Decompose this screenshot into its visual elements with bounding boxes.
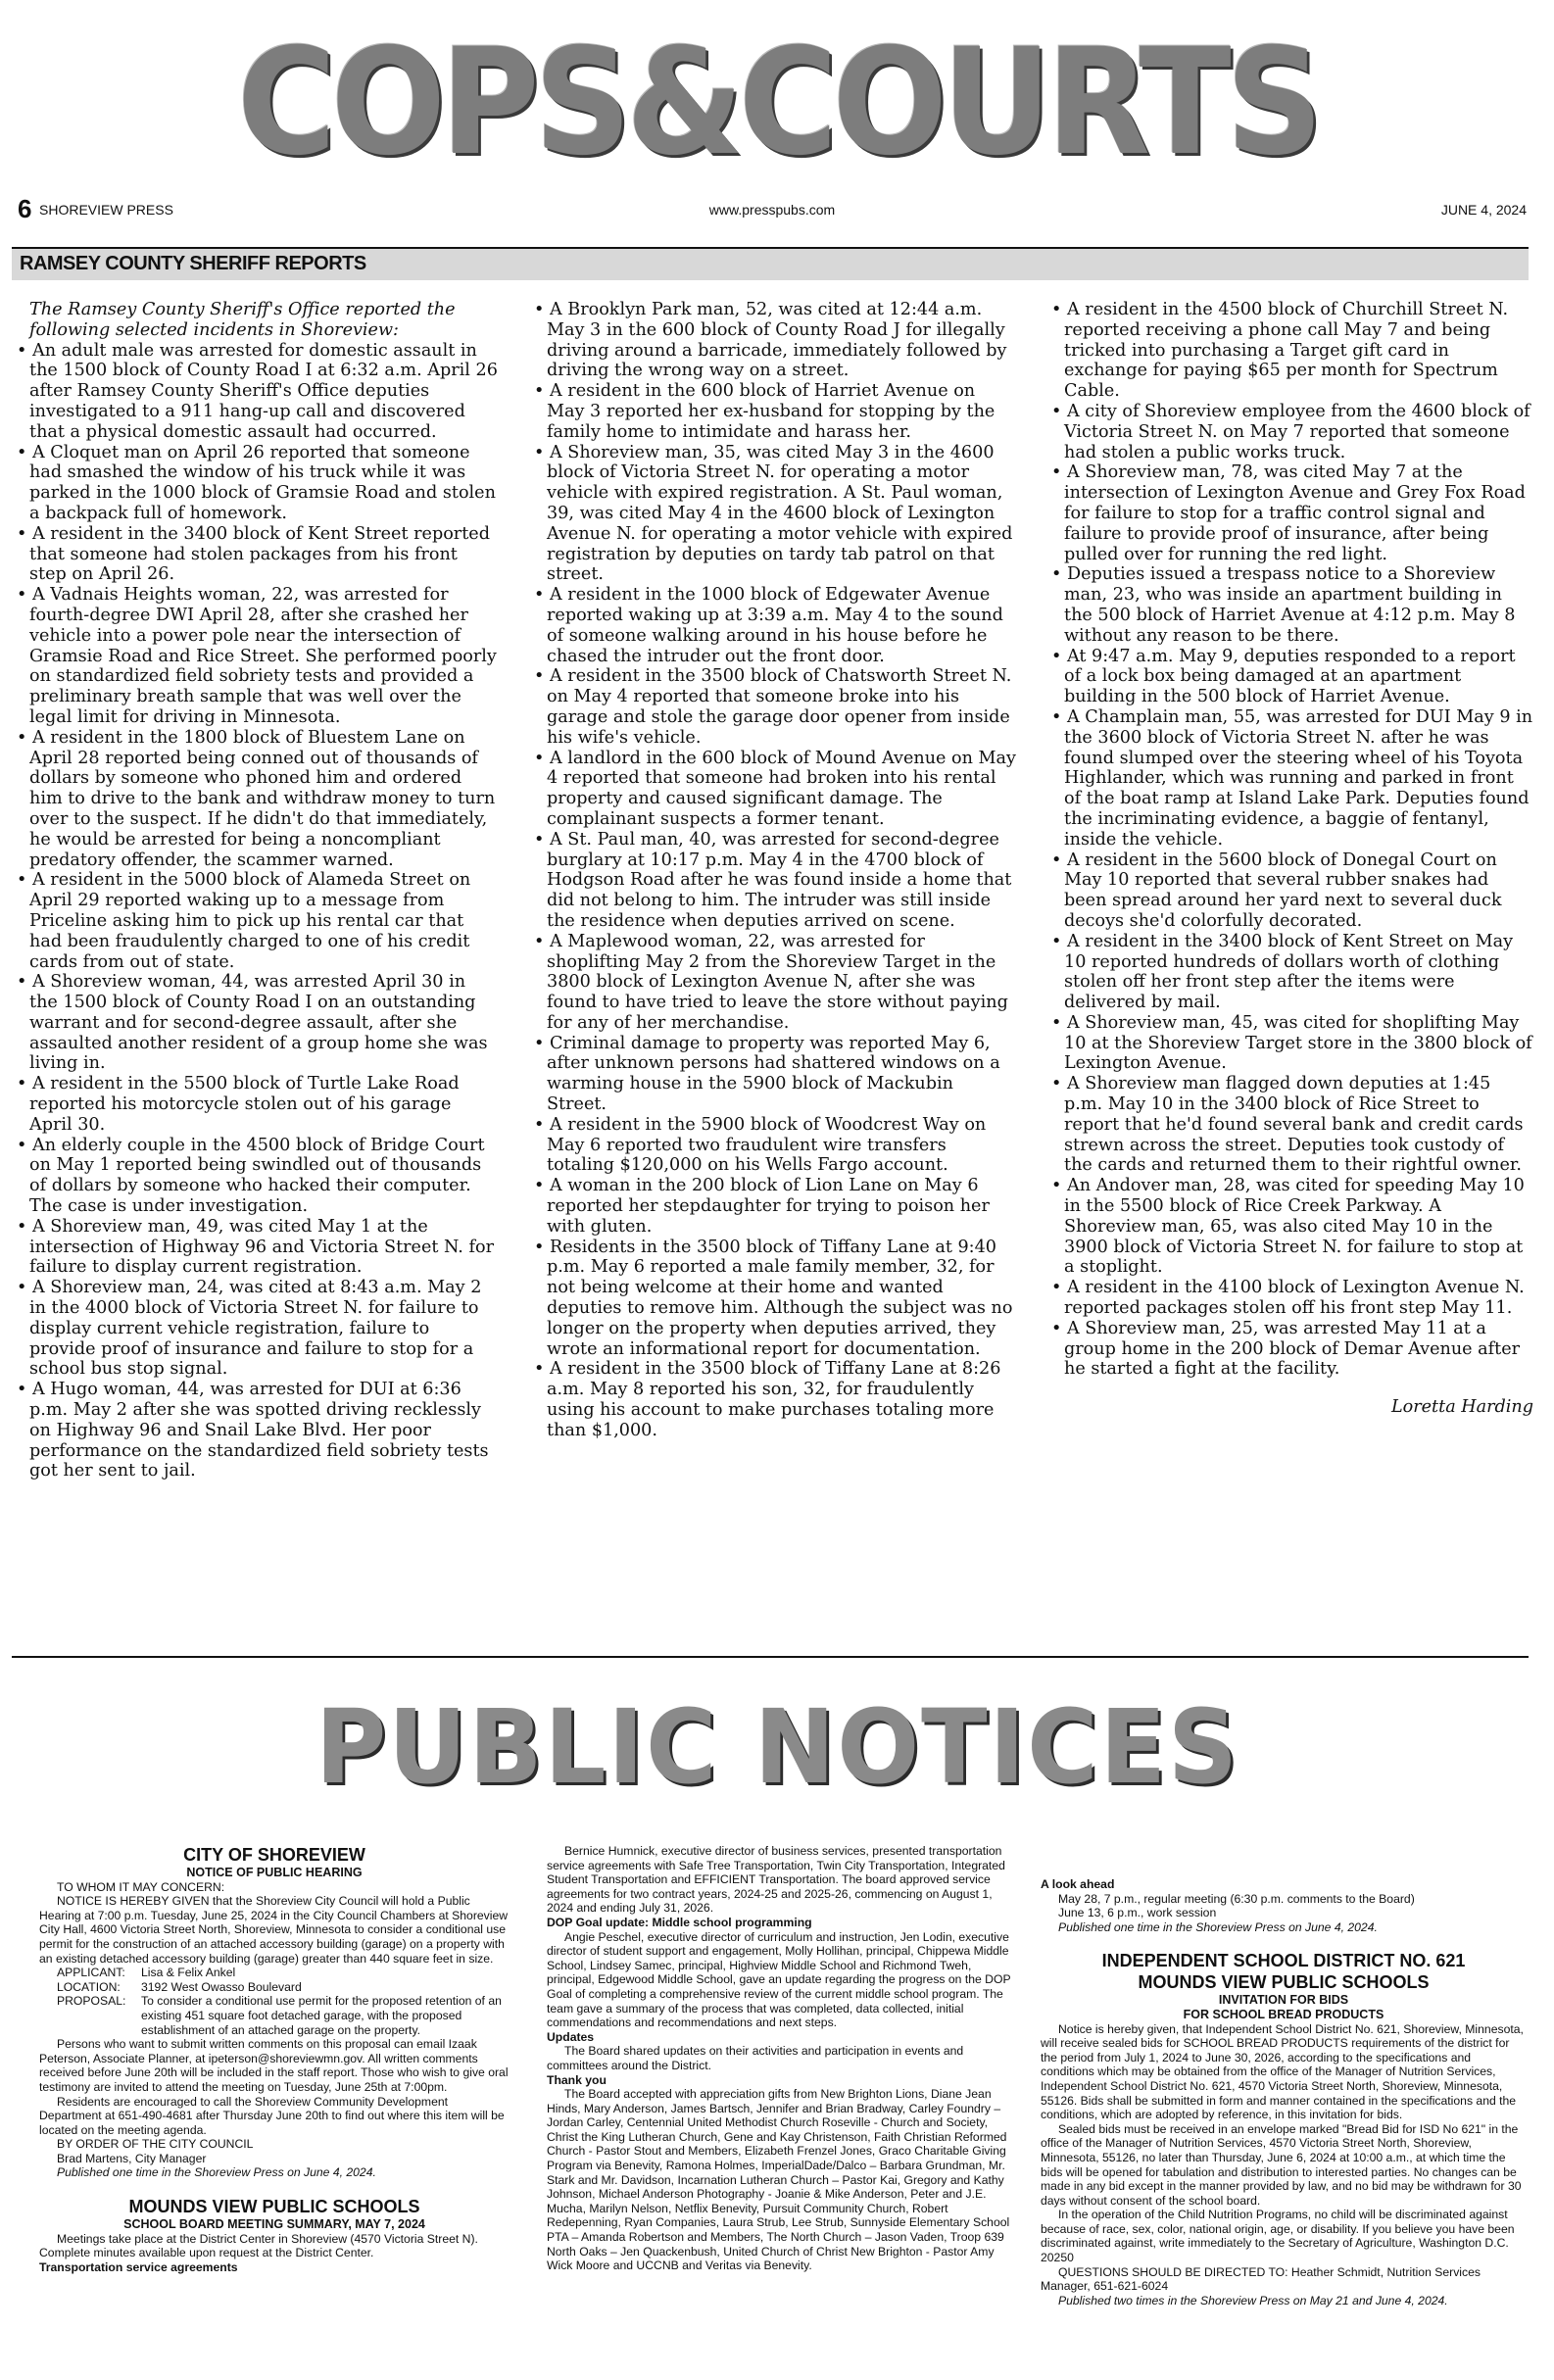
notice-order: BY ORDER OF THE CITY COUNCIL [57, 2137, 254, 2152]
report-item: • A Champlain man, 55, was arrested for DUI May 9 in the 3600 block of Victoria Street N. after he was found slumped over the steering wheel of his Toyota Highlander, which was running and parked in front of the boat ramp at Island Lake Park. Deputies found the incriminating evidence, a baggie of fentanyl, inside the vehicle. [1046, 707, 1533, 850]
byline: Loretta Harding [1390, 1397, 1533, 1418]
notice-paragraph: May 28, 7 p.m., regular meeting (6:30 p.m. comments to the Board) [1058, 1891, 1415, 1906]
notice-heading: INDEPENDENT SCHOOL DISTRICT NO. 621 [1101, 1951, 1466, 1971]
report-item: • A Cloquet man on April 26 reported that someone had smashed the window of his truck while it was parked in the 1000 block of Gramsie Road and stolen a backpack full of homework. [12, 443, 498, 524]
notice-paragraph: The Board shared updates on their activities and participation in events and committees around the District. [547, 2044, 964, 2072]
notice-heading: MOUNDS VIEW PUBLIC SCHOOLS [1138, 1972, 1430, 1993]
report-item: • A resident in the 1000 block of Edgewater Avenue reported waking up at 3:39 a.m. May 4 to the sound of someone walking around in his house before he chased the intruder out the front door. [529, 585, 1016, 666]
notice-subheading: SCHOOL BOARD MEETING SUMMARY, MAY 7, 2024 [123, 2217, 425, 2232]
proposal-value: To consider a conditional use permit for the proposed retention of an existing 451 square foot detached garage, with the proposed establishment of an attached garage on the property. [141, 1994, 502, 2037]
publication-name: SHOREVIEW PRESS [39, 202, 173, 218]
report-item: • A resident in the 3500 block of Tiffany Lane at 8:26 a.m. May 8 reported his son, 32, for fraudulently using his account to make purchases totaling more than $1,000. [529, 1359, 1016, 1440]
masthead-title: COPS&COURTS [236, 18, 1318, 188]
notice-comments: Persons who want to submit written comments on this proposal can email Izaak Peterson, Associate Planner, at ipeterson@shoreviewmn.gov. All written comments received before June 20th will be included in the staff report. Those who wish to give oral testimony are invited to attend the meeting on Tuesday, June 25th at 7:00pm. [39, 2037, 509, 2094]
folio-line [18, 194, 1527, 223]
notices-column-3 [1041, 1877, 1527, 2307]
report-item: • A St. Paul man, 40, was arrested for second-degree burglary at 10:17 p.m. May 4 in the 4700 block of Hodgson Road after he was found inside a home that did not belong to him. The intruder was still inside the residence when deputies arrived on scene. [529, 830, 1016, 932]
report-item: • A Hugo woman, 44, was arrested for DUI at 6:36 p.m. May 2 after she was spotted driving recklessly on Highway 96 and Snail Lake Blvd. Her poor performance on the standardized field sobriety tests got her sent to jail. [12, 1380, 498, 1481]
notice-subheading: NOTICE OF PUBLIC HEARING [186, 1866, 363, 1879]
report-item: • A city of Shoreview employee from the 4600 block of Victoria Street N. on May 7 reported that someone had stolen a public works truck. [1046, 402, 1533, 462]
report-item: • A Shoreview man, 49, was cited May 1 at the intersection of Highway 96 and Victoria Street N. for failure to display current registration. [12, 1217, 498, 1278]
notice-paragraph: Sealed bids must be received in an envelope marked "Bread Bid for ISD No 621" in the office of the Manager of Nutrition Services, 4570 Victoria Street North, Shoreview, Minnesota, 55126, no later than Thursday, June 6, 2024 at 10:00 a.m., at which time the bids will be opened for tabulation and distribution to interested parties. No changes can be made in any bid except in the manner provided by law, and no bid may be withdrawn for 30 days without consent of the school board. [1041, 2121, 1522, 2208]
notice-contact: Residents are encouraged to call the Shoreview Community Development Department at 651-490-4681 after Thursday June 20th to find out where this item will be located on the meeting agenda. [39, 2094, 505, 2137]
proposal-label: PROPOSAL: [57, 1994, 126, 2009]
report-item: • A Shoreview woman, 44, was arrested April 30 in the 1500 block of County Road I on an outstanding warrant and for second-degree assault, after she assaulted another resident of a group home she was living in. [12, 972, 498, 1074]
notice-paragraph: Bernice Humnick, executive director of business services, presented transportation service agreements with Safe Tree Transportation, Twin City Transportation, Integrated Student Transportation and EFFICIENT Transportation. The board approved service agreements for two contract years, 2024-25 and 2025-26, commencing on August 1, 2024 and ending July 31, 2026. [547, 1844, 1005, 1916]
reports-column-2 [529, 300, 1016, 1441]
proposal-row [39, 1994, 510, 2037]
reports-intro: The Ramsey County Sheriff's Office reported the following selected incidents in Shoreview: [29, 300, 456, 340]
notice-signer: Brad Martens, City Manager [57, 2151, 207, 2165]
notice-paragraph: Angie Peschel, executive director of curriculum and instruction, Jen Lodin, executive director of student support and engagement, Molly Hollihan, principal, Chippewa Middle School, Lindsey Samec, principal, Highview Middle School and Richmond Tweh, principal, Edgewood Middle School, gave an update regarding the progress on the DOP Goal of completing a comprehensive review of the current middle school program. The team gave a summary of the process that was completed, data collected, initial commendations and recommendations and next steps. [547, 1929, 1011, 2030]
notice-paragraph: In the operation of the Child Nutrition Programs, no child will be discriminated against because of race, sex, color, national origin, age, or disability. If you believe you have been discriminated against, write immediately to the Secretary of Agriculture, Washington D.C. 20250 [1041, 2208, 1515, 2265]
notice-salutation: TO WHOM IT MAY CONCERN: [57, 1879, 225, 1894]
issue-date: JUNE 4, 2024 [1440, 202, 1527, 218]
report-item: • A resident in the 5500 block of Turtle Lake Road reported his motorcycle stolen out of his garage April 30. [12, 1074, 498, 1135]
notice-published: Published two times in the Shoreview Press on May 21 and June 4, 2024. [1058, 2293, 1448, 2307]
notice-paragraph: June 13, 6 p.m., work session [1058, 1906, 1217, 1920]
notice-published: Published one time in the Shoreview Press on June 4, 2024. [57, 2165, 376, 2180]
report-item: • A resident in the 5000 block of Alameda Street on April 29 reported waking up to a message from Priceline asking him to pick up his rental car that had been fraudulently charged to one of his credit cards from out of state. [12, 870, 498, 972]
location-label: LOCATION: [57, 1979, 121, 1994]
report-item: • A Shoreview man, 25, was arrested May 11 at a group home in the 200 block of Demar Avenue after he started a fight at the facility. [1046, 1319, 1533, 1380]
report-item: • A resident in the 3500 block of Chatsworth Street N. on May 4 reported that someone broke into his garage and stole the garage door opener from inside his wife's vehicle. [529, 666, 1016, 748]
notice-body: NOTICE IS HEREBY GIVEN that the Shoreview City Council will hold a Public Hearing at 7:00 p.m. Tuesday, June 25, 2024 in the City Council Chambers at Shoreview City Hall, 4600 Victoria Street North, Shoreview, Minnesota to consider a conditional use permit for the construction of an attached accessory building (garage) on a property with an existing detached accessory building (garage) greater than 440 square feet in size. [39, 1894, 509, 1966]
notice-paragraph: QUESTIONS SHOULD BE DIRECTED TO: Heather Schmidt, Nutrition Services Manager, 651-621-6024 [1041, 2264, 1481, 2294]
report-item: • A resident in the 3400 block of Kent Street on May 10 reported hundreds of dollars worth of clothing stolen off her front step after the items were delivered by mail. [1046, 932, 1533, 1013]
report-item: • A Shoreview man flagged down deputies at 1:45 p.m. May 10 in the 3400 block of Rice Street to report that he'd found several bank and credit cards strewn across the street. Deputies took custody of the cards and returned them to their rightful owner. [1046, 1074, 1533, 1176]
notice-subhead: A look ahead [1041, 1877, 1115, 1891]
notice-paragraph: Notice is hereby given, that Independent School District No. 621, Shoreview, Minnesota, will receive sealed bids for SCHOOL BREAD PRODUCTS requirements of the district for the period from July 1, 2024 to June 30, 2026, according to the specifications and conditions which may be obtained from the office of the Manager of Nutrition Services, Independent School District No. 621, 4570 Victoria Street North, Shoreview, Minnesota, 55126. Bids shall be submitted in form and manner contained in the specifications and the conditions, which are adopted by reference, in this invitation for bids. [1041, 2021, 1524, 2122]
applicant-label: APPLICANT: [57, 1966, 125, 1980]
public-notices-title-block [0, 1687, 1554, 1807]
applicant-row [39, 1966, 510, 1980]
report-item: • Residents in the 3500 block of Tiffany Lane at 9:40 p.m. May 6 reported a male family member, 32, for not being welcome at their home and wanted deputies to remove him. Although the subject was no longer on the property when deputies arrived, they wrote an informational report for documentation. [529, 1238, 1016, 1360]
notice-intro: Meetings take place at the District Center in Shoreview (4570 Victoria Street N). Complete minutes available upon request at the District Center. [39, 2231, 478, 2260]
report-item: • A resident in the 600 block of Harriet Avenue on May 3 reported her ex-husband for stopping by the family home to intimidate and harass her. [529, 381, 1016, 442]
notice-heading: MOUNDS VIEW PUBLIC SCHOOLS [128, 2197, 420, 2217]
notice-subhead: Updates [547, 2029, 595, 2044]
notices-column-2 [547, 1844, 1013, 2273]
report-item: • A resident in the 4500 block of Churchill Street N. reported receiving a phone call May 7 and being tricked into purchasing a Target gift card in exchange for paying $65 per month for Spectrum Cable. [1046, 300, 1533, 402]
report-item: • An elderly couple in the 4500 block of Bridge Court on May 1 reported being swindled out of thousands of dollars by someone who hacked their computer. The case is under investigation. [12, 1136, 498, 1217]
reports-column-1 [12, 300, 498, 1481]
website-url: www.presspubs.com [708, 202, 836, 218]
notice-subhead: DOP Goal update: Middle school programming [547, 1915, 812, 1929]
notices-column-1 [39, 1844, 510, 2274]
report-item: • An adult male was arrested for domestic assault in the 1500 block of County Road I at 6:32 a.m. April 26 after Ramsey County Sheriff's Office deputies investigated to a 911 hang-up call and discovered that a physical domestic assault had occurred. [12, 341, 498, 443]
report-item: • A resident in the 1800 block of Bluestem Lane on April 28 reported being conned out of thousands of dollars by someone who phoned him and ordered him to drive to the bank and withdraw money to turn over to the suspect. If he didn't do that immediately, he would be arrested for being a noncompliant predatory offender, the scammer warned. [12, 728, 498, 871]
report-item: • A resident in the 4100 block of Lexington Avenue N. reported packages stolen off his front step May 11. [1046, 1278, 1533, 1319]
report-item: • A Brooklyn Park man, 52, was cited at 12:44 a.m. May 3 in the 600 block of County Road J for illegally driving around a barricade, immediately followed by driving the wrong way on a street. [529, 300, 1016, 381]
section-heading: RAMSEY COUNTY SHERIFF REPORTS [20, 253, 366, 274]
report-item: • A landlord in the 600 block of Mound Avenue on May 4 reported that someone had broken into his rental property and caused significant damage. The complainant suspects a former tenant. [529, 749, 1016, 830]
notice-subhead: Thank you [547, 2072, 607, 2087]
report-item: • A resident in the 5600 block of Donegal Court on May 10 reported that several rubber snakes had been spread around her yard next to several duck decoys she'd colorfully decorated. [1046, 850, 1533, 932]
section-divider [12, 1656, 1529, 1658]
notice-published: Published one time in the Shoreview Press on June 4, 2024. [1058, 1919, 1378, 1934]
notice-heading: CITY OF SHOREVIEW [183, 1845, 365, 1865]
notice-subheading: FOR SCHOOL BREAD PRODUCTS [1183, 2007, 1384, 2021]
report-item: • A resident in the 3400 block of Kent Street reported that someone had stolen packages from his front step on April 26. [12, 524, 498, 585]
section-heading-bar [12, 247, 1529, 280]
report-item: • At 9:47 a.m. May 9, deputies responded to a report of a lock box being damaged at an apartment building in the 500 block of Harriet Avenue. [1046, 647, 1533, 707]
report-item: • A Vadnais Heights woman, 22, was arrested for fourth-degree DWI April 28, after she crashed her vehicle into a power pole near the intersection of Gramsie Road and Rice Street. She performed poorly on standardized field sobriety tests and provided a preliminary breath sample that was well over the legal limit for driving in Minnesota. [12, 585, 498, 728]
report-item: • A Shoreview man, 35, was cited May 3 in the 4600 block of Victoria Street N. for operating a motor vehicle with expired registration. A St. Paul woman, 39, was cited May 4 in the 4600 block of Lexington Avenue N. for operating a motor vehicle with expired registration by deputies on tardy tab patrol on that street. [529, 443, 1016, 586]
report-item: • A Shoreview man, 45, was cited for shoplifting May 10 at the Shoreview Target store in the 3800 block of Lexington Avenue. [1046, 1013, 1533, 1074]
notice-subhead: Transportation service agreements [39, 2259, 238, 2274]
public-notices-title: PUBLIC NOTICES [315, 1687, 1239, 1807]
notice-subheading: INVITATION FOR BIDS [1218, 1993, 1349, 2008]
report-item: • A Shoreview man, 24, was cited at 8:43 a.m. May 2 in the 4000 block of Victoria Street N. for failure to display current vehicle registration, failure to provide proof of insurance and failure to stop for a school bus stop signal. [12, 1278, 498, 1380]
page-number: 6 [18, 194, 32, 223]
applicant-value: Lisa & Felix Ankel [141, 1966, 236, 1980]
report-item: • A resident in the 5900 block of Woodcrest Way on May 6 reported two fraudulent wire transfers totaling $120,000 on his Wells Fargo account. [529, 1115, 1016, 1176]
location-row [39, 1980, 510, 1995]
report-item: • Deputies issued a trespass notice to a Shoreview man, 23, who was inside an apartment building in the 500 block of Harriet Avenue at 4:12 p.m. May 8 without any reason to be there. [1046, 564, 1533, 646]
location-value: 3192 West Owasso Boulevard [141, 1979, 302, 1994]
masthead [0, 18, 1554, 188]
report-item: • An Andover man, 28, was cited for speeding May 10 in the 5500 block of Rice Creek Parkway. A Shoreview man, 65, was also cited May 10 in the 3900 block of Victoria Street N. for failure to stop at a stoplight. [1046, 1176, 1533, 1278]
notice-paragraph: The Board accepted with appreciation gifts from New Brighton Lions, Diane Jean Hinds, Mary Anderson, James Bartsch, Jennifer and Brian Bradway, Carley Foundry – Jordan Carley, Centennial United Methodist Church Roseville - Church and Society, Christ the King Lutheran Church, Gene and Kay Christenson, Faith Christian Reformed Church - Pastor Stout and Members, Elizabeth Frenzel Jones, Graco Charitable Giving Program via Benevity, Ramona Holmes, ImperialDade/Dalco – Barbara Grundman, Mr. Stark and Mr. Davidson, Incarnation Lutheran Church – Pastor Kai, Gregory and Kathy Johnson, Michael Anderson Photography - Joanie & Mike Anderson, Peter and J.E. Mucha, Marilyn Nelson, Netflix Benevity, Pursuit Community Church, Robert Redepenning, Ryan Companies, Laura Strub, Lee Strub, Sunnyside Elementary School PTA – Amanda Robertson and Members, The North Church – Jason Vaden, Troop 639 North Oaks – Jen Quackenbush, United Church of Christ New Brighton - Pastor Amy Wick Moore and UCCNB and Veritas via Benevity. [547, 2087, 1010, 2273]
report-item: • Criminal damage to property was reported May 6, after unknown persons had shattered windows on a warming house in the 5900 block of Mackubin Street. [529, 1034, 1016, 1115]
report-item: • A Shoreview man, 78, was cited May 7 at the intersection of Lexington Avenue and Grey Fox Road for failure to stop for a traffic control signal and failure to provide proof of insurance, after being pulled over for running the red light. [1046, 462, 1533, 564]
reports-column-3 [1046, 300, 1533, 1435]
report-item: • A Maplewood woman, 22, was arrested for shoplifting May 2 from the Shoreview Target in the 3800 block of Lexington Avenue N, after she was found to have tried to leave the store without paying for any of her merchandise. [529, 932, 1016, 1034]
report-item: • A woman in the 200 block of Lion Lane on May 6 reported her stepdaughter for trying to poison her with gluten. [529, 1176, 1016, 1237]
